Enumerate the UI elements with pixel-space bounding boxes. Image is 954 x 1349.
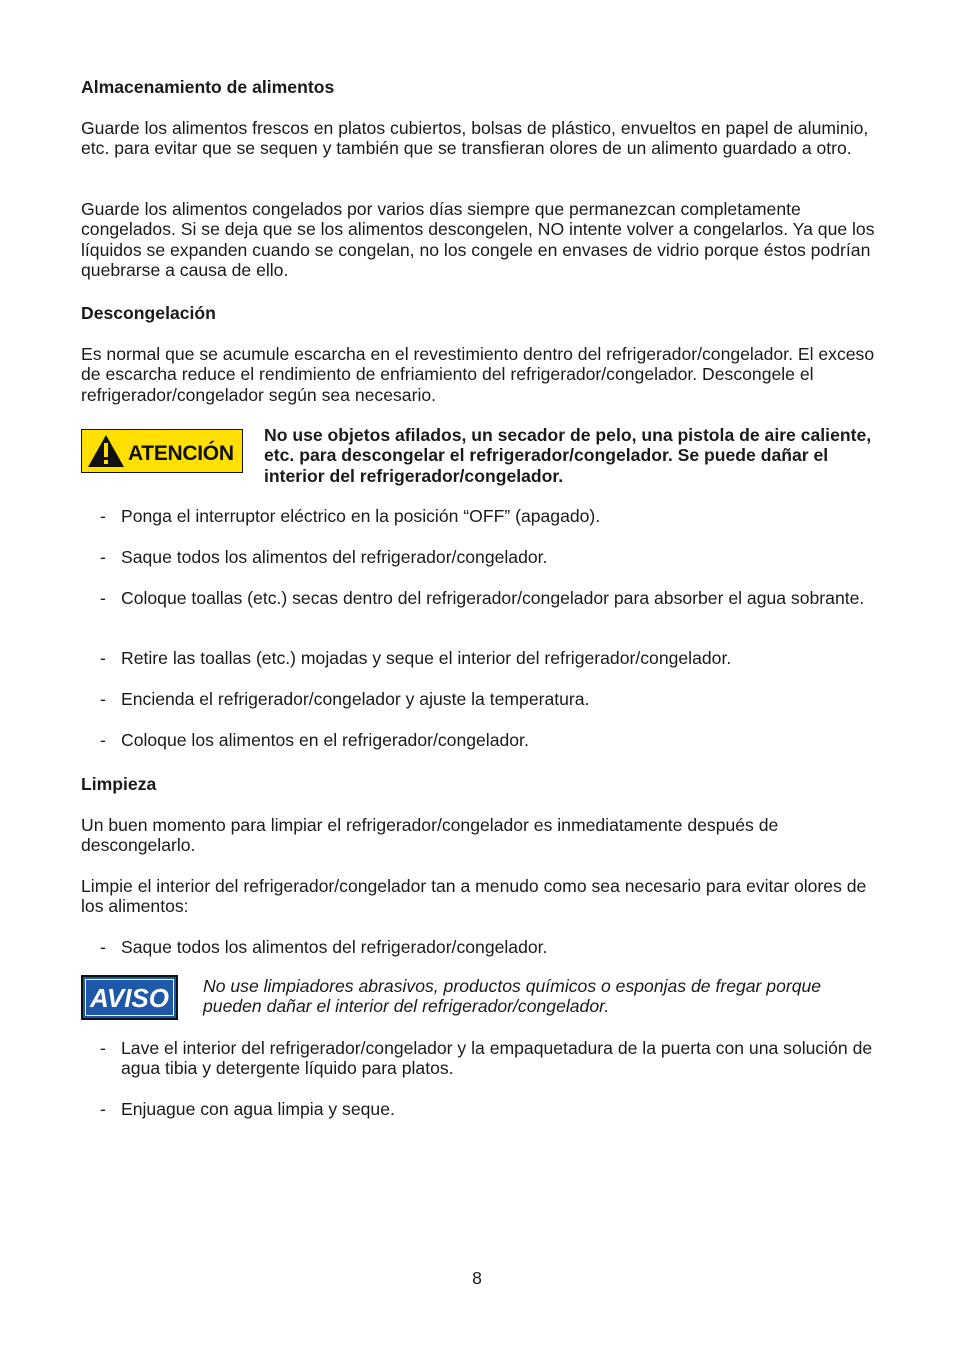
list-item-text: Coloque toallas (etc.) secas dentro del refrigerador/congelador para absorber el agua sobrante. (121, 588, 865, 608)
notice-text: No use limpiadores abrasivos, productos químicos o esponjas de fregar porque pueden dañar el interior del refrigerador/congelador. (203, 976, 822, 1017)
warning-text: No use objetos afilados, un secador de pelo, una pistola de aire caliente, etc. para descongelar el refrigerador/congelador. Se puede dañar el interior del refrigerador/congelador. (264, 425, 872, 486)
list-item-text: Ponga el interruptor eléctrico en la posición “OFF” (apagado). (121, 506, 601, 526)
cleaning-paragraph-1: Un buen momento para limpiar el refrigerador/congelador es inmediatamente después de descongelarlo. (81, 815, 779, 856)
list-dash: - (100, 937, 106, 957)
storage-paragraph-1: Guarde los alimentos frescos en platos cubiertos, bolsas de plástico, envueltos en papel de aluminio, etc. para evitar que se sequen y también que se transfieran olores de un alimento guardado a otro. (81, 118, 869, 159)
cleaning-paragraph-2: Limpie el interior del refrigerador/congelador tan a menudo como sea necesario para evitar olores de los alimentos: (81, 876, 867, 917)
warning-label: ATENCIÓN (128, 442, 234, 465)
heading-defrost: Descongelación (81, 303, 216, 323)
warning-triangle-icon (87, 434, 125, 468)
notice-label: AVISO (90, 983, 169, 1013)
list-dash: - (100, 689, 106, 709)
list-item-text: Retire las toallas (etc.) mojadas y seque el interior del refrigerador/congelador. (121, 648, 732, 668)
heading-storage: Almacenamiento de alimentos (81, 77, 335, 97)
list-item-text: Encienda el refrigerador/congelador y ajuste la temperatura. (121, 689, 590, 709)
list-dash: - (100, 1099, 106, 1119)
list-dash: - (100, 506, 106, 526)
list-dash: - (100, 730, 106, 750)
list-item-text: Coloque los alimentos en el refrigerador/congelador. (121, 730, 529, 750)
list-dash: - (100, 1038, 106, 1058)
list-dash: - (100, 648, 106, 668)
notice-badge (81, 975, 178, 1020)
list-dash: - (100, 547, 106, 567)
storage-paragraph-2: Guarde los alimentos congelados por varios días siempre que permanezcan completamente congelados. Si se deja que se los alimentos descongelen, NO intente volver a congelarlos. Ya que los líquidos se expanden cuando se congelan, no los congele en envases de vidrio porque éstos podrían quebrarse a causa de ello. (81, 199, 875, 281)
heading-cleaning: Limpieza (81, 774, 157, 794)
list-dash: - (100, 588, 106, 608)
list-item-text: Enjuague con agua limpia y seque. (121, 1099, 395, 1119)
defrost-paragraph: Es normal que se acumule escarcha en el revestimiento dentro del refrigerador/congelador. El exceso de escarcha reduce el rendimiento de enfriamiento del refrigerador/congelador. Descongele el refrigerador/congelador según sea necesario. (81, 344, 875, 405)
list-item-text: Saque todos los alimentos del refrigerador/congelador. (121, 937, 548, 957)
list-item-text: Lave el interior del refrigerador/congelador y la empaquetadura de la puerta con una solución de agua tibia y detergente líquido para platos. (121, 1038, 873, 1079)
list-item-text: Saque todos los alimentos del refrigerador/congelador. (121, 547, 548, 567)
page-number: 8 (472, 1268, 482, 1288)
warning-badge (81, 429, 243, 473)
